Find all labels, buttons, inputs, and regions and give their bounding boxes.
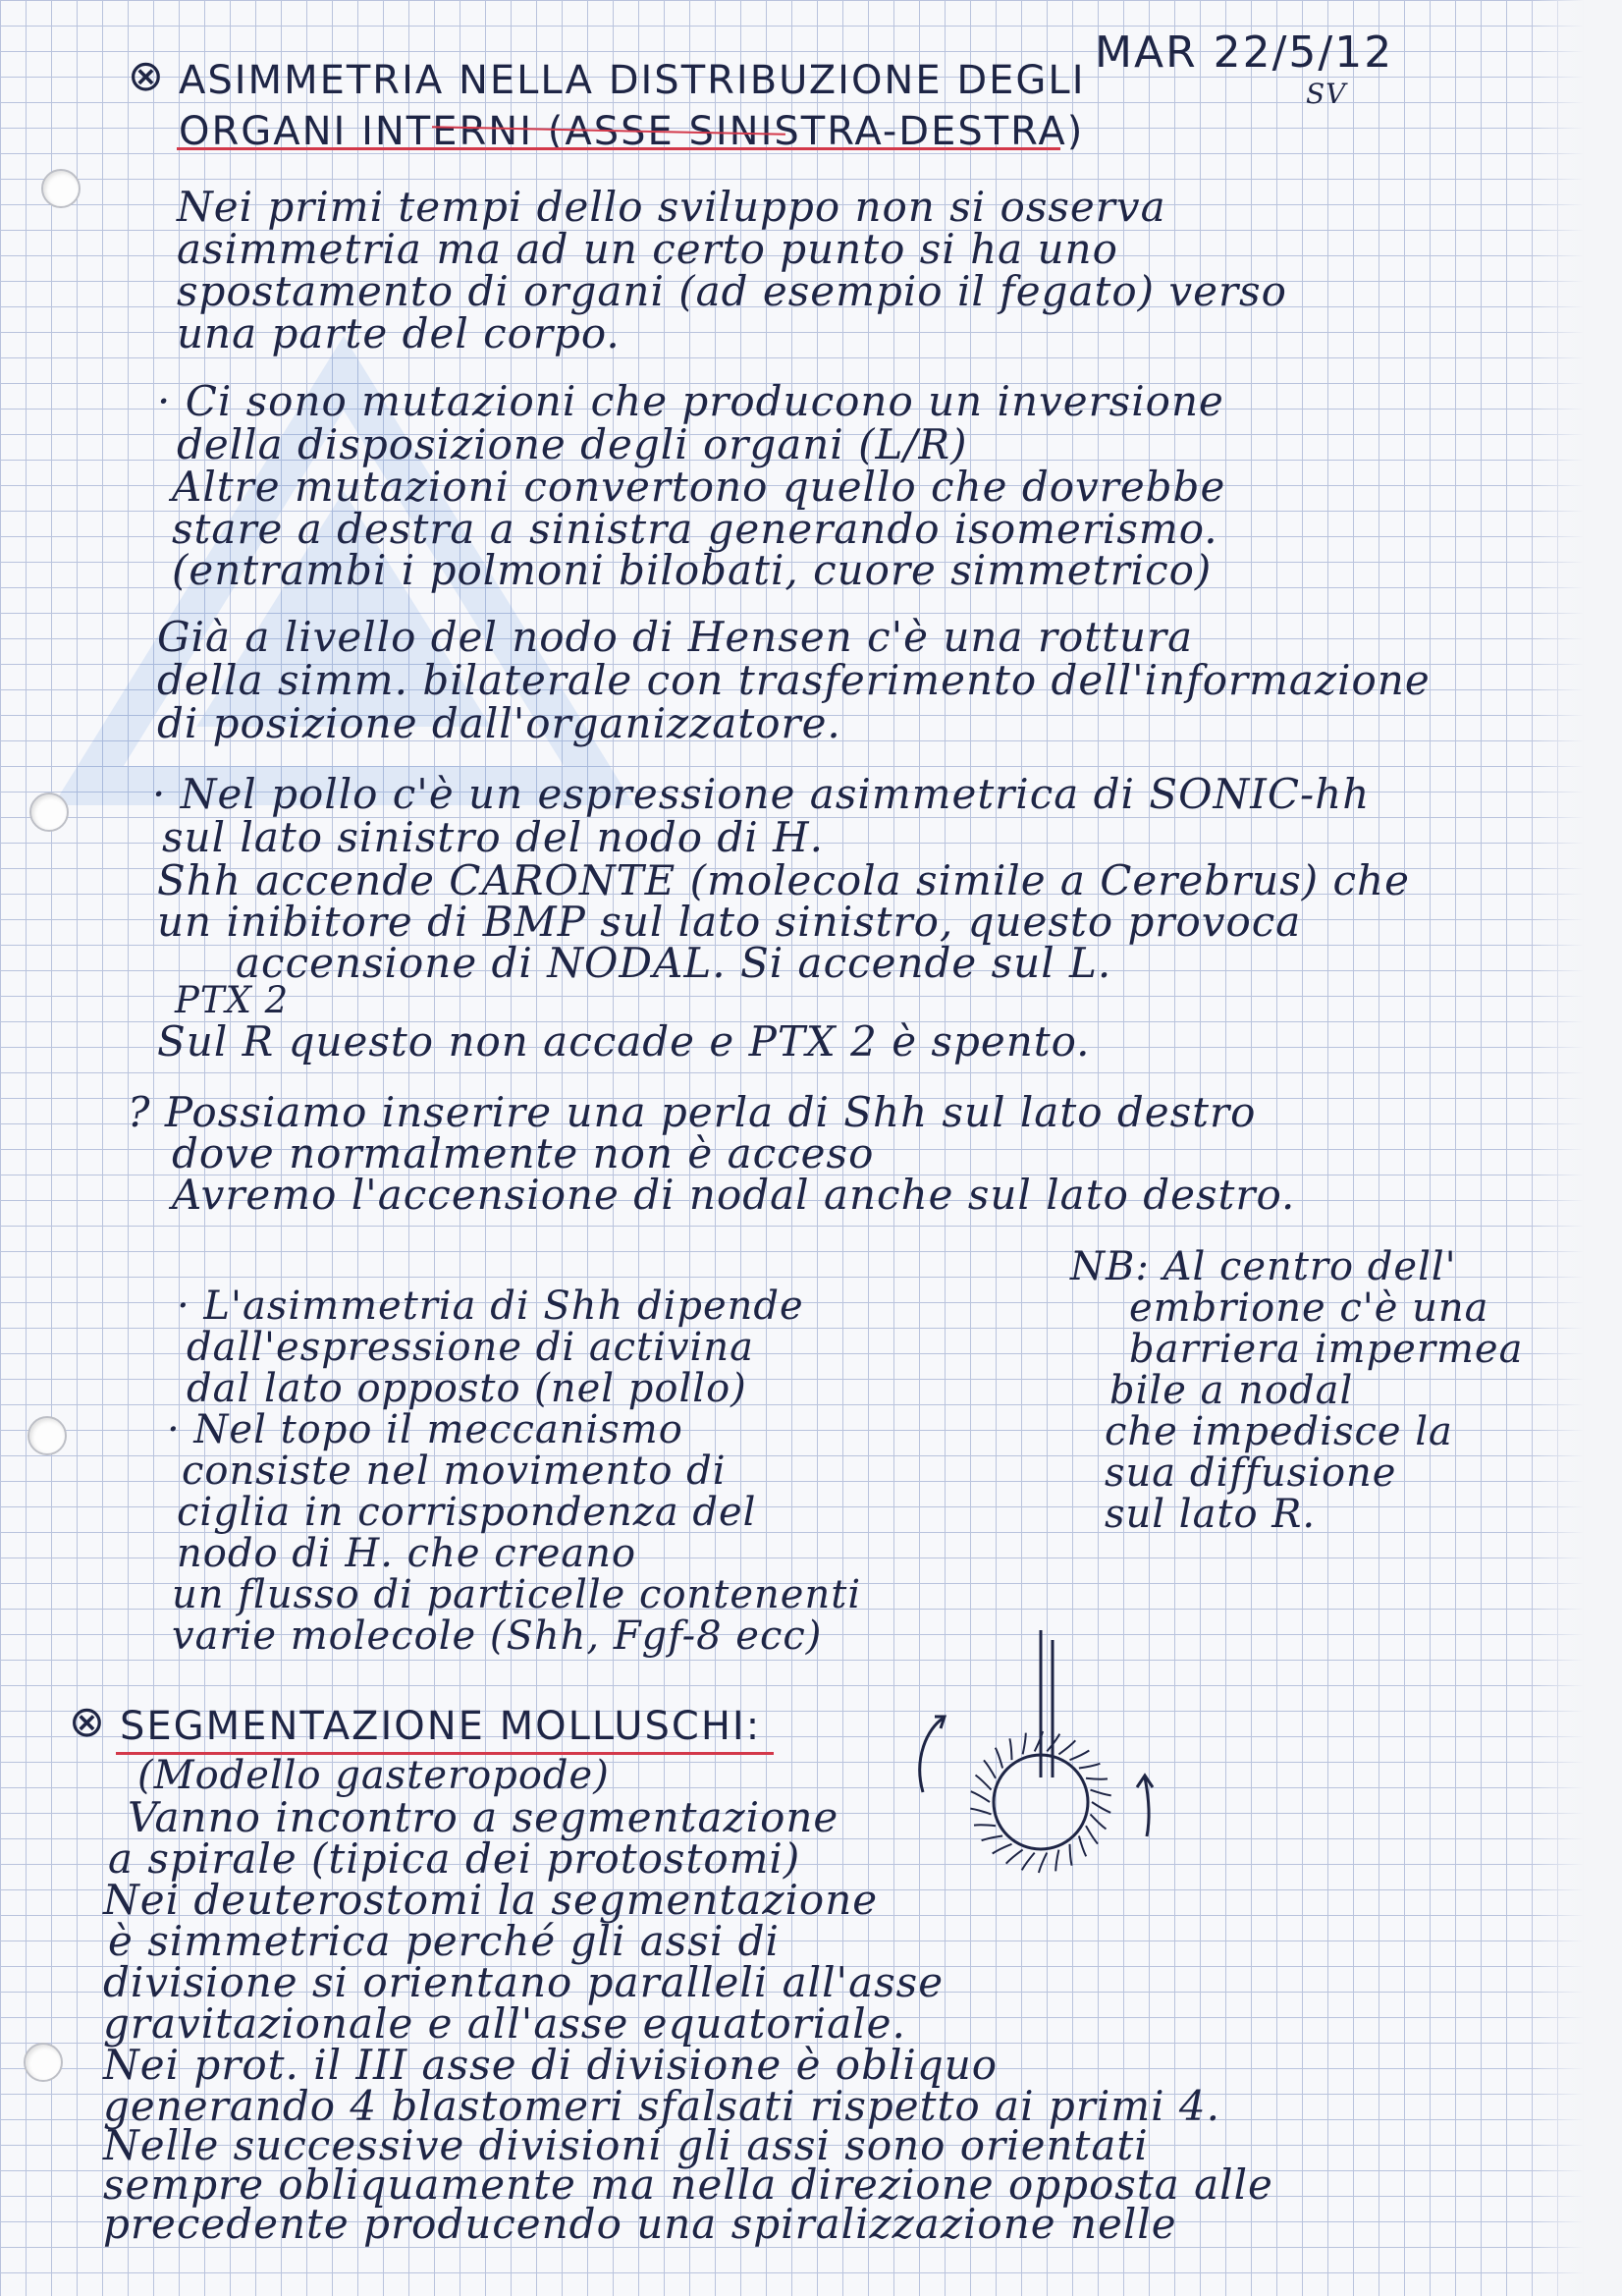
section2-line: a spirale (tipica dei protostomi) xyxy=(108,1834,801,1883)
cilium-stroke xyxy=(1039,1853,1047,1873)
bullet3-line: · Nel pollo c'è un espressione asimmetrica di SONIC-hh xyxy=(152,770,1371,818)
bullet3-line: Sul R questo non accade e PTX 2 è spento. xyxy=(157,1017,1091,1066)
cilium-stroke xyxy=(1058,1740,1075,1754)
punch-hole xyxy=(41,169,81,208)
section1-paragraph-line: asimmetria ma ad un certo punto si ha uno xyxy=(177,225,1118,273)
cilium-stroke xyxy=(1079,1836,1086,1857)
section1-paragraph-line: Nei primi tempi dello sviluppo non si osserva xyxy=(177,183,1166,231)
bullet5-line: dal lato opposto (nel pollo) xyxy=(187,1366,747,1411)
section2-line: Vanno incontro a segmentazione xyxy=(128,1793,839,1841)
bullet3-line: Shh accende CARONTE (molecola simile a Cerebrus) che xyxy=(157,856,1410,904)
section1-paragraph-line: spostamento di organi (ad esempio il fegato) verso xyxy=(177,267,1287,315)
cilium-stroke xyxy=(970,1809,991,1815)
bullet2-line: Già a livello del nodo di Hensen c'è una rottura xyxy=(157,613,1194,661)
cilium-stroke xyxy=(976,1776,992,1790)
cilium-stroke xyxy=(1070,1844,1072,1866)
cilium-stroke xyxy=(1092,1802,1110,1813)
punch-hole xyxy=(24,2043,63,2082)
section2-line: generando 4 blastomeri sfalsati rispetto ai primi 4. xyxy=(103,2082,1220,2130)
bullet5-line: · L'asimmetria di Shh dipende xyxy=(177,1284,804,1329)
cilium-stroke xyxy=(982,1836,1003,1841)
section2-line: Nei deuterostomi la segmentazione xyxy=(103,1876,879,1924)
cilium-stroke xyxy=(984,1760,996,1777)
bullet5-line: nodo di H. che creano xyxy=(177,1531,637,1576)
note-line: bile a nodal xyxy=(1109,1368,1354,1413)
cilium-stroke xyxy=(993,1844,1012,1854)
section1-title-line2: ORGANI INTERNI (ASSE SINISTRA-DESTRA) xyxy=(179,109,1085,154)
bullet1-line: stare a destra a sinistra generando isomerismo. xyxy=(172,505,1218,553)
bullet4-line: ? Possiamo inserire una perla di Shh sul lato destro xyxy=(128,1088,1257,1136)
bullet5-line: consiste nel movimento di xyxy=(182,1449,727,1494)
bullet2-line: della simm. bilaterale con trasferimento dell'informazione xyxy=(157,656,1431,704)
section2-line: precedente producendo una spiralizzazione nelle xyxy=(103,2200,1177,2248)
bullet5-line: varie molecole (Shh, Fgf-8 ecc) xyxy=(172,1613,823,1659)
cilium-stroke xyxy=(1006,1850,1023,1864)
section1-title-underline xyxy=(177,147,1060,150)
date-sub: SV xyxy=(1306,78,1347,110)
punch-hole xyxy=(27,1416,67,1455)
bullet1-line: della disposizione degli organi (L/R) xyxy=(177,420,968,468)
cilium-stroke xyxy=(971,1791,990,1802)
section2-line: sempre obliquamente ma nella direzione opposta alle xyxy=(103,2160,1273,2209)
section2-subtitle: (Modello gasteropode) xyxy=(137,1753,610,1798)
bullet2-line: di posizione dall'organizzatore. xyxy=(157,699,841,747)
cilium-stroke xyxy=(1079,1764,1101,1769)
bullet1-line: Altre mutazioni convertono quello che dovrebbe xyxy=(172,463,1226,511)
bullet3-line: accensione di NODAL. Si accende sul L. xyxy=(236,939,1112,987)
bullet5-line: ciglia in corrispondenza del xyxy=(177,1490,757,1535)
note-line: sua diffusione xyxy=(1105,1450,1397,1496)
section2-line: Nei prot. il III asse di divisione è obliquo xyxy=(103,2041,999,2089)
bullet3-line: PTX 2 xyxy=(175,979,290,1021)
cilium-stroke xyxy=(1022,1853,1035,1871)
section1-title-line1: ASIMMETRIA NELLA DISTRIBUZIONE DEGLI xyxy=(179,58,1086,103)
cilium-stroke xyxy=(1023,1733,1026,1755)
bullet1-line: (entrambi i polmoni bilobati, cuore simmetrico) xyxy=(172,546,1213,594)
note-line: barriera impermea xyxy=(1129,1327,1524,1372)
section2-line: divisione si orientano paralleli all'asse xyxy=(103,1958,945,2006)
cilium-stroke xyxy=(996,1748,1002,1769)
punch-hole xyxy=(29,793,69,832)
cilium-stroke xyxy=(1086,1826,1098,1843)
section2-line: gravitazionale e all'asse equatoriale. xyxy=(103,1999,906,2048)
bullet5-line: dall'espressione di activina xyxy=(187,1325,754,1370)
section1-marker: ⊗ xyxy=(128,51,166,101)
bullet1-line: · Ci sono mutazioni che producono un inversione xyxy=(157,377,1224,425)
note-line: sul lato R. xyxy=(1105,1492,1317,1537)
section2-marker: ⊗ xyxy=(69,1697,107,1747)
cilium-stroke xyxy=(1086,1778,1108,1779)
note-line: embrione c'è una xyxy=(1129,1285,1489,1331)
section2-title: SEGMENTAZIONE MOLLUSCHI: xyxy=(120,1704,762,1749)
bullet3-line: sul lato sinistro del nodo di H. xyxy=(162,813,825,861)
cilium-stroke xyxy=(1091,1814,1107,1829)
cilium-stroke xyxy=(1070,1751,1090,1761)
section2-line: Nelle successive divisioni gli assi sono orientati xyxy=(103,2121,1149,2169)
date: MAR 22/5/12 xyxy=(1095,27,1394,78)
bullet5-line: un flusso di particelle contenenti xyxy=(172,1572,862,1617)
note-line: che impedisce la xyxy=(1105,1409,1453,1454)
embryo-cilia-sketch xyxy=(884,1620,1178,1915)
section1-paragraph-line: una parte del corpo. xyxy=(177,309,621,357)
cilium-stroke xyxy=(1091,1790,1111,1796)
note-line: NB: Al centro dell' xyxy=(1070,1244,1457,1289)
page-margin xyxy=(1529,0,1622,2296)
bullet5-line: · Nel topo il meccanismo xyxy=(167,1407,683,1452)
cilium-stroke xyxy=(974,1825,996,1826)
cilium-stroke xyxy=(1055,1850,1058,1872)
bullet4-line: Avremo l'accensione di nodal anche sul lato destro. xyxy=(172,1171,1296,1219)
section2-line: è simmetrica perché gli assi di xyxy=(108,1917,780,1965)
bullet4-line: dove normalmente non è acceso xyxy=(172,1129,875,1177)
cilium-stroke xyxy=(1009,1738,1011,1760)
bullet3-line: un inibitore di BMP sul lato sinistro, questo provoca xyxy=(157,898,1302,946)
